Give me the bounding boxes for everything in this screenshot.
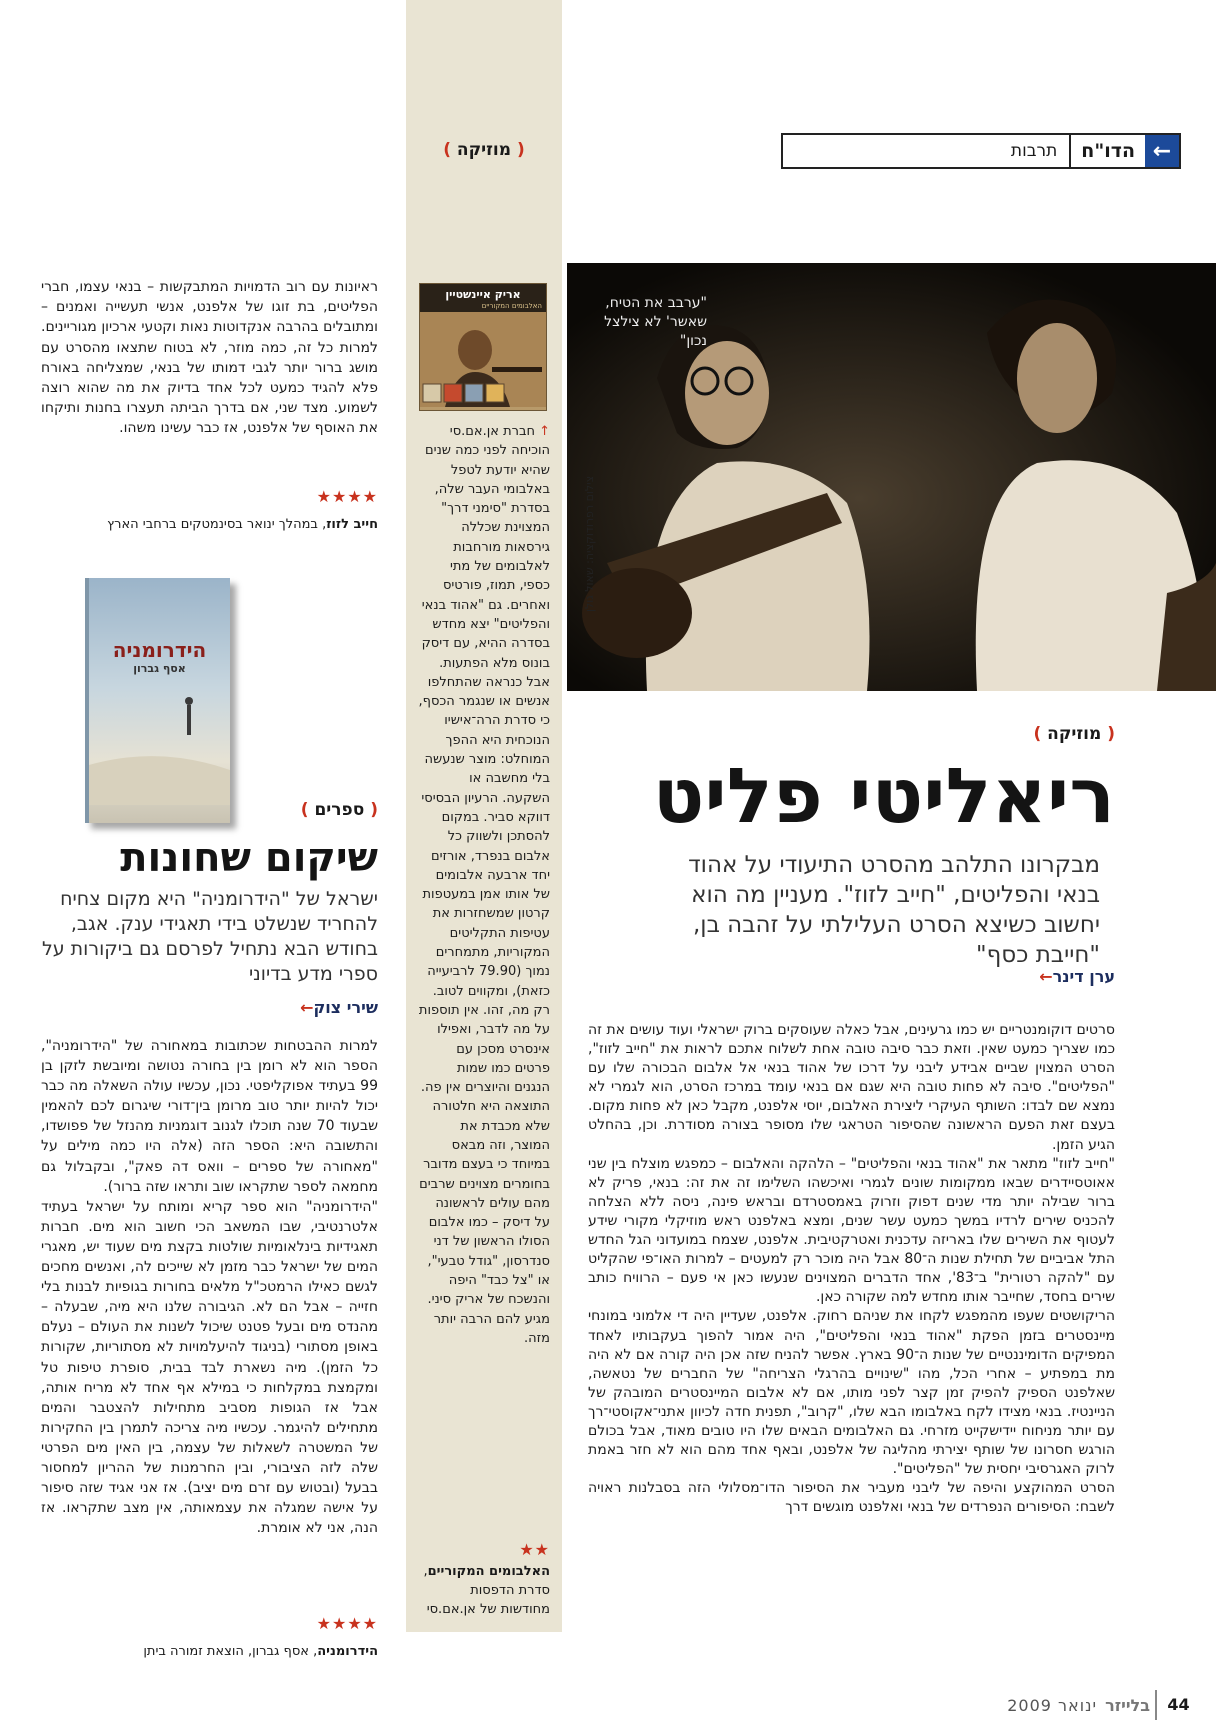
books-byline: שירי צוק← <box>300 998 378 1017</box>
books-stars: ★★★★ <box>316 1614 378 1633</box>
album-artwork <box>420 312 547 407</box>
page-number: 44 <box>1155 1690 1200 1720</box>
photo-caption: "ערבב את הטיח, שאשר' לא צילצל נכון" <box>604 295 707 349</box>
main-paragraph: הסרט המהוקצע והיפה של ליבני מעביר את הסיפור הדו־מסלולי הזה בסבלנות ראויה לשבח: הסיפורים הנפרדים של בנאי ואלפנט מוגשים דרך <box>588 1480 1115 1516</box>
album-artist: אריק איינשטיין <box>420 284 546 302</box>
main-paragraph: סרטים דוקומנטריים יש כמו גרעינים, אבל כאלה שעוסקים ברוק ישראלי ועוד עושים את זה כמו שצריך כמעט שאין. וזאת כבר סיבה טובה אחת לשלוח אתכם לראות את "חייב לזוז", הסרט המצוין שביים אבידע ליבני על דרכו של אהוד בנאי אל אלבום הבכורה שלו עם "הפליטים". סיבה לא פחות טובה היא שגם אם בנאי עומד במרכז הסרט, הוא לגמרי לא נמצא שם לבדו: השותף העיקרי ליצירת האלבום, יוסי אלפנט, מקבל כאן לא פחות מקום. בעצם זאת הפעם הראשונה שהסיפור הטראגי שלו מסופר בצורה מסודרת. וכן, בהחלט הגיע הזמן. <box>588 1022 1115 1153</box>
main-headline: ריאליטי פליט <box>652 751 1115 840</box>
book-cover-figure <box>89 675 230 805</box>
byline-arrow-icon: ← <box>300 998 314 1017</box>
main-deck: מבקרונו התלהב מהסרט התיעודי על אהוד בנאי והפליטים, "חייב לזוז". מעניין מה הוא יחשוב כשיצא הסרט העלילתי על זהבה בן, "חייבת כסף" <box>688 852 1100 968</box>
page-footer <box>0 1690 1216 1730</box>
continuation-credit: חייב לזוז, במהלך ינואר בסינמטקים ברחבי הארץ <box>107 517 378 532</box>
books-body <box>41 1036 378 1538</box>
main-paragraph: הריקושטים שעפו מהמפגש לקחו את שניהם רחוק. אלפנט, שעדיין היה די אלמוני במונחי מיינסטרים בזמן הפקת "אהוד בנאי והפליטים", היה אמור להפוך בעקבותיו לאחד המפיקים הדומיננטיים של שנות ה־90 בארץ. אפשר להניח שזה אכן היה קורה אם לא היה מת במפתיע – אחרי הכל, מהו "שינויים בהרגלי הצריחה" של החברים של נטאשה, שאלפנט הספיק להפיק זמן קצר לפני מותו, אם לא אלבום המיינסטרים המובהק של הניינטיז. בנאי מצידו לקח באלבומו הבא שלו, "קרוב", תפנית חדה לכיוון אתני־אקוסטי־רך עם יותר מניחוח יידישקייט מזרחי. גם האלבומים הבאים שלו היו טובים מאוד, אבל בכולם הורגש חסרונו של שותף יצירתי מהליגה של אלפנט, ובאף אחד מהם הוא לא חזר באמת לרוק האגרסיבי יחסית של "הפליטים". <box>588 1308 1115 1478</box>
section-title: הדו"ח <box>1069 135 1145 167</box>
magazine-name: בלייזר <box>1105 1695 1150 1715</box>
book-cover-title: הידרומניה <box>112 638 207 662</box>
books-credit: הידרומניה, אסף גברון, הוצאת זמורה ביתן <box>143 1644 378 1659</box>
main-paragraph: "חייב לזוז" מתאר את "אהוד בנאי והפליטים" – הלהקה והאלבום – כמפגש מוצלח בין שני אאוטסיידרים שבאו ממקומות שונים לגמרי ואיכשהו השלימו זה את זה: בנאי, פריק לא ברור שבילה יותר מדי שנים דפוק וזרוק באמסטרדם ובראש פינה, ניסה ללא הצלחה להכניס שירים לרדיו במשך כמעט עשר שנים, ומצא באלפנט ראש מוזיקלי מקורי שידע לעטוף את השירים שלו באריזה עדכנית ואטרקטיבית. אלפנט, שצמח במועדוני הגל החדש התל אביביים של תחילת שנות ה־80 אבל היה מוכר רק למעטים – למרות האו־פי שהקליט עם "להקה רטורית" ב־83', אחד הדברים המצוינים שנעשו כאן אי פעם – הרוויח כותב שירים בחסד, שחייבר אותו מחדש למה שקורה כאן. <box>588 1155 1115 1306</box>
main-body <box>588 1021 1115 1517</box>
sidebar-text: ↑ חברת אן.אם.סי הוכיחה לפני כמה שנים שהיא יודעת לטפל באלבומי העבר שלה, בסדרת "סימני דרך" המצוינת שכללה גירסאות מורחבות לאלבומים של מתי כספי, תמוז, פורטיס ואחרים. גם "אהוד בנאי והפליטים" יצא מחדש בסדרה ההיא, עם דיסק בונוס מלא הפתעות. אבל כנראה שהתחלפו אנשים או שנגמר הכסף, כי סדרת הרה־אישיו הנוכחית היא ההפך המוחלט: מוצר שנעשה בלי מחשבה או השקעה. הרעיון הבסיסי דווקא סביר. במקום להסתכן ולשווק כל אלבום בנפרד, אורזים יחד ארבעה אלבומים של אותו אמן במעטפות קרטון שמשחזרות את עטיפות התקליטים המקוריות, מתמחרים נמוך (79.90 לרביעייה כזאת), ומקווים לטוב. רק מה, זהו. אין תוספות על מה לדבר, ואפילו אינסרט מסכן עם פרטים כמו שמות הנגנים והיוצרים אין פה. התוצאה היא חלטורה שלא מכבדת את המוצר, וזה מבאס במיוחד כי בעצם מדובר בחומרים מצוינים שרבים מהם עולים לראשונה על דיסק – כמו אלבום הסולו הראשון של דני סנדרסון, "גודל טבעי", או "צל כבד" היפה והנשכח של אריק סיני. מגיע להם הרבה יותר מזה. <box>418 424 550 1346</box>
arrow-up-icon: ↑ <box>534 424 550 439</box>
book-cover <box>85 578 230 823</box>
subsection-title: תרבות <box>1010 141 1058 161</box>
sidebar-credit: האלבומים המקוריים, סדרת הדפסות מחודשות של אן.אם.סי <box>423 1564 550 1617</box>
section-header <box>781 133 1181 169</box>
byline-arrow-icon: ← <box>1039 967 1053 986</box>
main-byline: ערן דינר← <box>1039 967 1115 986</box>
issue-date: ינואר 2009 <box>1007 1695 1098 1715</box>
photo-credit: צילום רפרודוקציה: שאול גולן <box>583 476 596 613</box>
album-subtitle: האלבומים המקוריים <box>420 302 546 312</box>
books-tag: ( ספרים ) <box>300 800 378 820</box>
main-tag: ( מוזיקה ) <box>1033 724 1115 744</box>
books-deck: ישראל של "הידרומניה" היא מקום צחיח להחריד שנשלט בידי תאגידי ענק. אגב, בחודש הבא נתחיל לפרסם גם ביקורות על ספרי מדע בדיוני <box>41 888 378 985</box>
magazine-info <box>950 1690 1150 1720</box>
books-headline: שיקום שחונות <box>120 835 378 881</box>
sidebar-stars: ★★ <box>519 1540 550 1559</box>
books-paragraph: למרות ההבטחות שכתובות במאחורה של "הידרומניה", הספר הוא לא רומן בין בחורה נטושה ומיובשת לזקן בן 99 בעתיד אפוקליפטי. נכון, עכשיו עולה השאלה מה כבר יכול להיות יותר טוב מרומן בין־דורי שיגרום לכם להאמין שבעוד 70 שנה תוכלו לגנוב דוגמניות מהנזל של פפושדו, והתשובה היא: הספר הזה (אלה היו כמה מילים על "מאחורה של ספרים – וואס דה פאק", ובקבלול גם מחמאה לספר שתקראו שוב ותראו שזה ברור). <box>41 1038 379 1195</box>
album-cover <box>419 283 547 411</box>
sidebar-tag: ( מוזיקה ) <box>443 140 525 160</box>
continuation-text: ראיונות עם רוב הדמויות המתבקשות – בנאי עצמו, חברי הפליטים, בת זוגו של אלפנט, אנשי תעשייה ואמנים – ומתובלים בהרבה אנקדוטות נאות וקטעי ארכיון מגוריינים. למרות כל זה, כמה מוזר, לא בטוח שתצאו מהסרט עם מושג ברור יותר לגבי דמותו של בנאי, שמצליחה באורח פלא להגיד כמעט לכל אחד בדיוק את מה שהוא רוצה לשמוע. מצד שני, אם בדרך הביתה תעצרו בחנות ותיקחו את האוסף של אלפנט, אז כבר עשינו משהו. <box>41 279 378 437</box>
continuation-stars: ★★★★ <box>316 487 378 506</box>
books-paragraph: "הידרומניה" הוא ספר קריא ומותח על ישראל בעתיד אלטרנטיבי, שבו המשאב הכי חשוב הוא מים. חברות תאגידיות בינלאומיות שולטות בקצת מים שעוד יש, מאגרי המים של ישראל כבר מזמן לא שייכים לה, ואנשים מחכים לגשם כאילו הרמטכ"ל מלאים בחורות בגופיות לבנות בלי חזייה – אבל הם לא. הגיבורה שלנו היא מיה, שבעלה – מהנדס מים ובעל פטנט שיכול לשנות את העולם – נעלם באופן מסתורי (בניגוד להיעלמויות לא מסתוריות, שקורות כל הזמן). מיה נשארת לבד בבית, סופרת טיפות טל ומקמצת במקלחות כי במילא אף אחד לא מריח אותה, אבל אז הגופות מסביב מתחילות להצטבר והמים מתחילים להיגמר. עכשיו מיה צריכה לתמרן בין החקירות של המשטרה לשאלות של עצמה, בין האין מים הפרטי שלה לזה הציבורי, ובין החרמנות של ההריון למחסור בבעל (ובטוש עם זרם מים יציב). אז אני אגיד שזה סיפור על אישה שמגלה את עצמאותה, אין מצב שתקראו. אז הנה, אני לא אומרת. <box>41 1198 378 1537</box>
arrow-icon[interactable]: ← <box>1145 135 1179 167</box>
book-cover-author: אסף גברון <box>133 662 186 675</box>
